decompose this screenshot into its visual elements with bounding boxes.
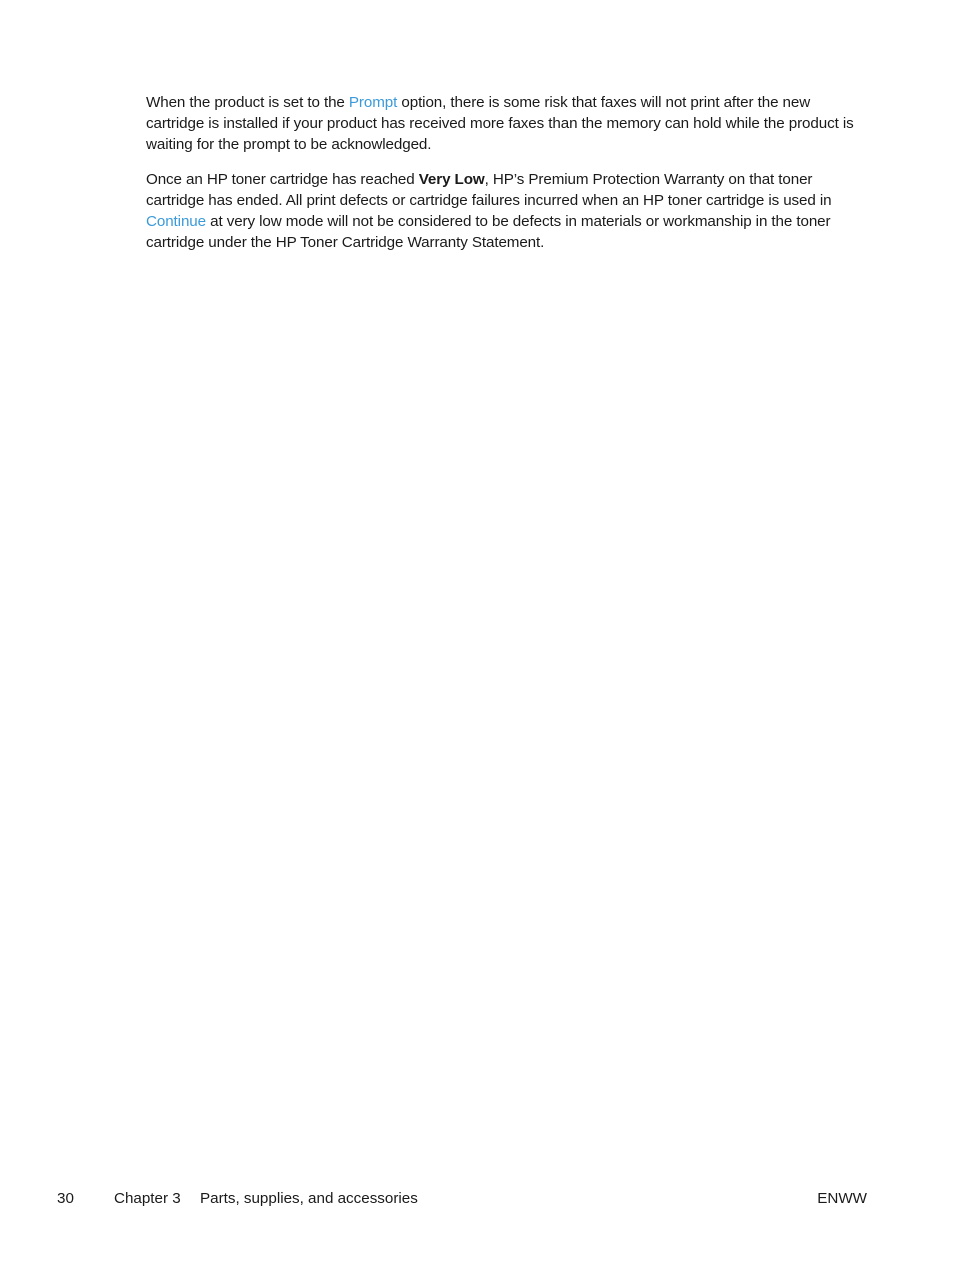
paragraph-prompt-option <box>146 92 862 155</box>
page-content <box>146 92 862 267</box>
very-low-term: Very Low <box>418 171 485 188</box>
chapter-title: Parts, supplies, and accessories <box>200 1190 418 1207</box>
paragraph-text: , HP’s Premium Protection Warranty on that toner cartridge has ended. All print defects or cartridge failures incurred when an HP toner cartridge is used in <box>146 171 832 209</box>
paragraph-text: option, there is some risk that faxes will not print after the new cartridge is installed if your product has received more faxes than the memory can hold while the product is waiting for the prompt to be acknowledged. <box>146 94 854 153</box>
document-code: ENWW <box>817 1190 867 1207</box>
prompt-link[interactable]: Prompt <box>348 94 398 111</box>
paragraph-text: at very low mode will not be considered to be defects in materials or workmanship in the toner cartridge under the HP Toner Cartridge Warranty Statement. <box>146 213 831 251</box>
paragraph-text: When the product is set to the <box>146 94 349 111</box>
continue-link[interactable]: Continue <box>146 213 206 230</box>
page-footer <box>57 1187 867 1211</box>
chapter-label: Chapter 3 <box>114 1190 181 1207</box>
paragraph-warranty <box>146 169 862 253</box>
page-number: 30 <box>57 1190 74 1207</box>
paragraph-text: Once an HP toner cartridge has reached <box>146 171 419 188</box>
